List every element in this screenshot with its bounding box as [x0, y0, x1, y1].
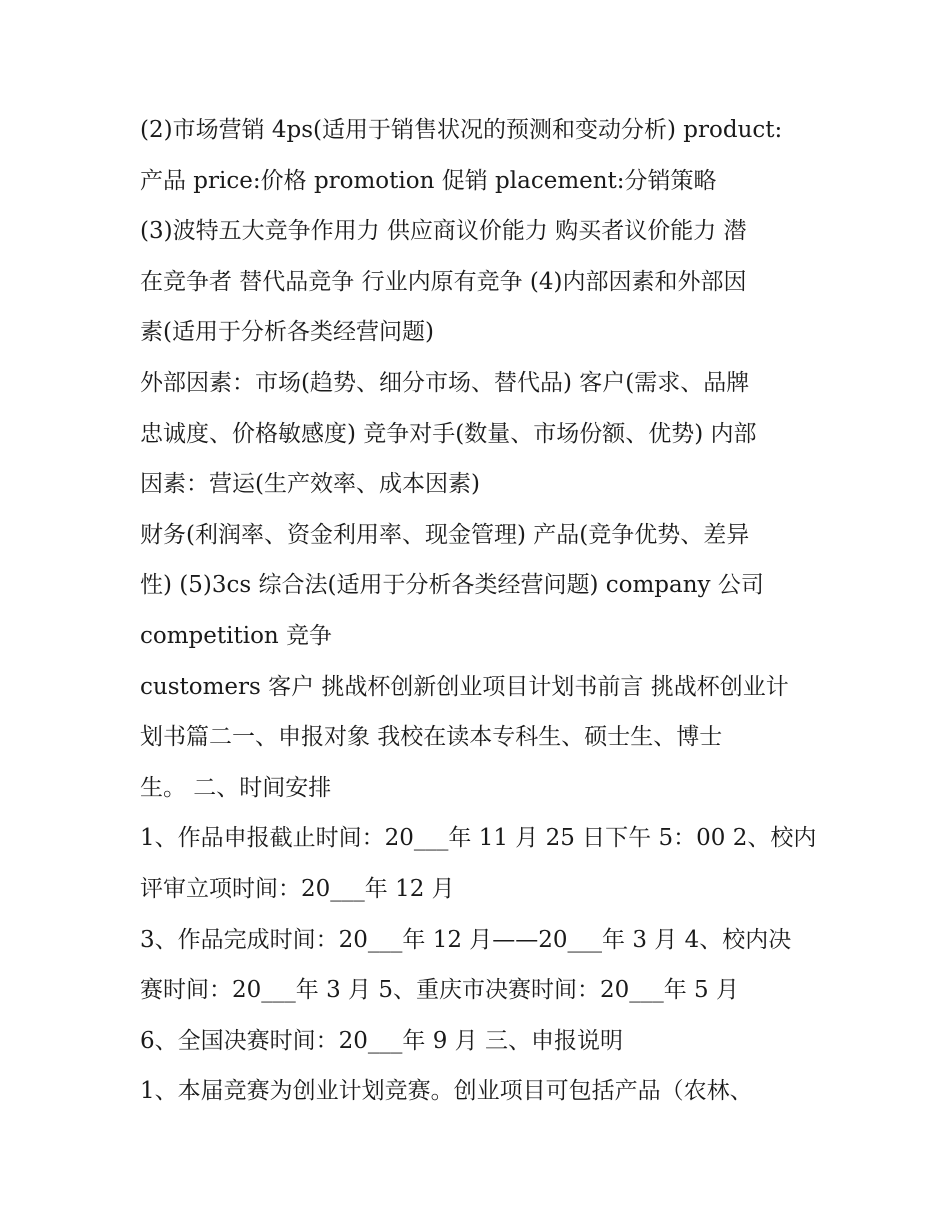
text-line-3: (3)波特五大竞争作用力 供应商议价能力 购买者议价能力 潜 [140, 218, 747, 245]
text-line-8: 因素：营运(生产效率、成本因素) [140, 471, 480, 498]
text-line-16: 评审立项时间：20___年 12 月 [140, 875, 455, 902]
text-line-9: 财务(利润率、资金利用率、现金管理) 产品(竞争优势、差异 [140, 521, 750, 548]
text-line-19: 6、全国决赛时间：20___年 9 月 三、申报说明 [140, 1027, 623, 1054]
text-line-20: 1、本届竞赛为创业计划竞赛。创业项目可包括产品（农林、 [140, 1078, 753, 1105]
text-line-17: 3、作品完成时间：20___年 12 月——20___年 3 月 4、校内决 [140, 926, 792, 953]
text-line-5: 素(适用于分析各类经营问题) [140, 319, 434, 346]
text-line-13: 划书篇二一、申报对象 我校在读本专科生、硕士生、博士 [140, 724, 723, 751]
text-line-15: 1、作品申报截止时间：20___年 11 月 25 日下午 5：00 2、校内 [140, 825, 817, 852]
text-line-18: 赛时间：20___年 3 月 5、重庆市决赛时间：20___年 5 月 [140, 977, 739, 1004]
text-line-11: competition 竞争 [140, 622, 333, 649]
text-line-2: 产品 price:价格 promotion 促销 placement:分销策略 [140, 167, 717, 194]
text-line-4: 在竞争者 替代品竞争 行业内原有竞争 (4)内部因素和外部因 [140, 268, 747, 295]
text-line-7: 忠诚度、价格敏感度) 竞争对手(数量、市场份额、优势) 内部 [140, 420, 757, 447]
text-line-12: customers 客户 挑战杯创新创业项目计划书前言 挑战杯创业计 [140, 673, 789, 700]
text-line-6: 外部因素：市场(趋势、细分市场、替代品) 客户(需求、品牌 [140, 369, 750, 396]
text-line-10: 性) (5)3cs 综合法(适用于分析各类经营问题) company 公司 [140, 572, 764, 599]
text-line-14: 生。 二、时间安排 [140, 774, 332, 801]
document-body [140, 105, 820, 1117]
text-line-1: (2)市场营销 4ps(适用于销售状况的预测和变动分析) product: [140, 117, 783, 143]
